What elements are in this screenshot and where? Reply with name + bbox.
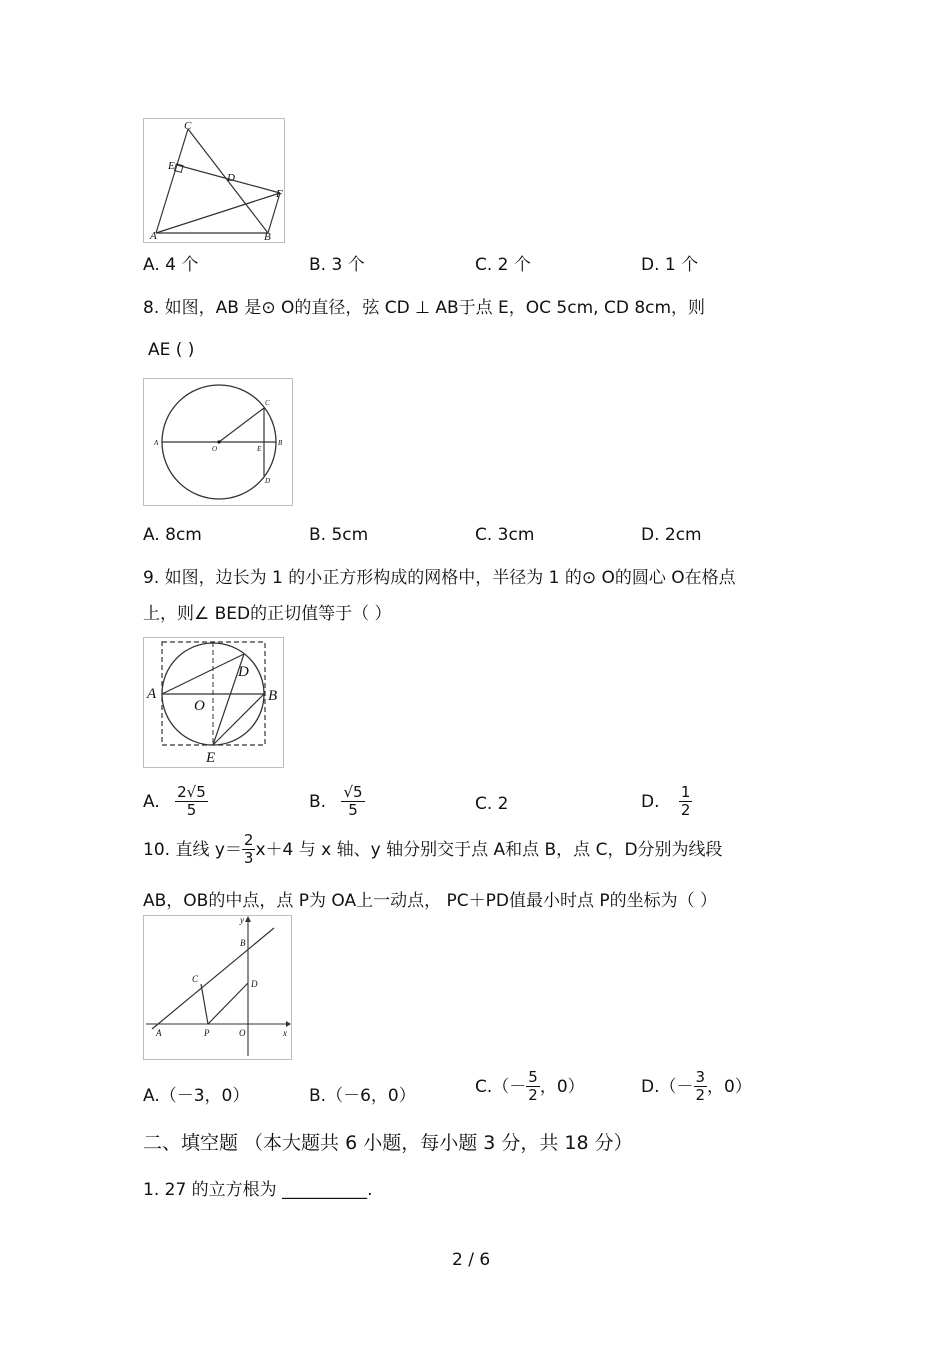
q9-label-a: A xyxy=(147,686,157,702)
q9-option-b-denominator: 5 xyxy=(348,801,358,820)
section2-heading: 二、填空题 （本大题共 6 小题，每小题 3 分，共 18 分） xyxy=(143,1132,633,1154)
q10-option-c-fraction xyxy=(526,1069,540,1105)
q10-slope-numerator: 2 xyxy=(243,831,254,849)
q10-option-d-pre: D.（－ xyxy=(641,1076,694,1097)
q9-option-d-fraction xyxy=(679,784,693,820)
q10-option-d-post: ，0） xyxy=(707,1076,752,1097)
q10-stem-post: x＋4 与 x 轴、y 轴分别交于点 A和点 B，点 C，D分别为线段 xyxy=(255,839,723,860)
q7-option-d: D. 1 个 xyxy=(641,255,699,275)
q8-option-d: D. 2cm xyxy=(641,525,702,545)
q9-option-b-numerator: √5 xyxy=(343,783,363,801)
q10-label-o: O xyxy=(239,1028,246,1038)
q8-stem-line1: 8. 如图，AB 是⊙ O的直径，弦 CD ⊥ AB于点 E，OC 5cm, CD 8cm，则 xyxy=(143,298,706,318)
q8-option-c: C. 3cm xyxy=(475,525,535,545)
q10-stem-line1 xyxy=(143,832,723,868)
q10-option-d-denominator: 2 xyxy=(695,1086,706,1105)
q10-option-c-numerator: 5 xyxy=(528,1068,538,1086)
q7-option-a: A. 4 个 xyxy=(143,255,199,275)
q9-option-a-fraction xyxy=(175,784,208,820)
q10-label-c: C xyxy=(192,974,199,984)
q7-label-c: C xyxy=(184,120,192,132)
q8-label-o: O xyxy=(212,445,218,453)
q10-label-x: x xyxy=(283,1028,287,1038)
q8-label-e: E xyxy=(257,445,262,453)
q9-label-e: E xyxy=(206,750,216,766)
q10-label-d: D xyxy=(251,979,258,989)
q8-label-b: B xyxy=(278,439,283,447)
q10-option-d xyxy=(641,1069,752,1105)
q9-figure xyxy=(143,637,284,768)
q9-label-o: O xyxy=(194,698,205,714)
q9-option-a-prefix: A. xyxy=(143,791,160,812)
q10-option-a: A.（－3，0） xyxy=(143,1086,250,1106)
q8-label-c: C xyxy=(265,399,270,407)
q7-figure xyxy=(143,118,285,243)
q10-option-c-pre: C.（－ xyxy=(475,1076,527,1097)
q9-option-d-prefix: D. xyxy=(641,791,660,812)
q9-label-d: D xyxy=(238,664,249,680)
q9-option-a xyxy=(143,784,208,820)
q9-option-b xyxy=(309,784,365,820)
q8-option-a: A. 8cm xyxy=(143,525,202,545)
q9-option-b-prefix: B. xyxy=(309,791,327,812)
q10-label-y: y xyxy=(240,916,244,925)
q7-option-b: B. 3 个 xyxy=(309,255,365,275)
q10-slope-denominator: 3 xyxy=(243,849,254,868)
q10-option-d-fraction xyxy=(694,1069,708,1105)
q10-label-b: B xyxy=(240,938,246,948)
q9-option-a-numerator: 2√5 xyxy=(177,783,206,801)
q10-option-b: B.（－6，0） xyxy=(309,1086,416,1106)
q10-option-d-numerator: 3 xyxy=(695,1068,706,1086)
q9-option-b-fraction xyxy=(341,784,364,820)
q10-option-c-denominator: 2 xyxy=(528,1086,538,1105)
q10-option-c-post: ，0） xyxy=(539,1076,585,1097)
q7-label-b: B xyxy=(264,231,271,242)
q7-label-e: E xyxy=(168,160,175,172)
q9-option-a-denominator: 5 xyxy=(186,801,197,820)
q8-figure xyxy=(143,378,293,506)
q7-label-a: A xyxy=(150,230,157,242)
q8-label-a: A xyxy=(154,439,159,447)
q7-label-d: D xyxy=(227,172,235,184)
q9-option-d xyxy=(641,784,692,820)
q9-label-b: B xyxy=(268,688,278,704)
q9-option-d-numerator: 1 xyxy=(680,783,691,801)
q10-slope-fraction xyxy=(242,832,256,868)
q10-stem-line2: AB，OB的中点，点 P为 OA上一动点， PC＋PD值最小时点 P的坐标为（ ） xyxy=(143,891,718,911)
q9-option-d-denominator: 2 xyxy=(680,801,691,820)
q10-figure xyxy=(143,915,292,1060)
q8-stem-line2: AE ( ) xyxy=(148,340,195,360)
q10-stem-pre: 10. 直线 y＝ xyxy=(143,839,242,860)
q9-option-c: C. 2 xyxy=(475,794,509,814)
q8-label-d: D xyxy=(265,477,271,485)
page-number: 2 / 6 xyxy=(452,1250,491,1270)
q7-label-f: F xyxy=(276,188,283,200)
q10-option-c xyxy=(475,1069,585,1105)
q7-option-c: C. 2 个 xyxy=(475,255,531,275)
q9-stem-line2: 上，则∠ BED的正切值等于（ ） xyxy=(143,604,392,624)
section2-q1: 1. 27 的立方根为 __________. xyxy=(143,1180,373,1200)
q10-label-a: A xyxy=(156,1028,162,1038)
q8-option-b: B. 5cm xyxy=(309,525,369,545)
q10-label-p: P xyxy=(204,1028,210,1038)
q9-stem-line1: 9. 如图，边长为 1 的小正方形构成的网格中，半径为 1 的⊙ O的圆心 O在格点 xyxy=(143,568,736,588)
